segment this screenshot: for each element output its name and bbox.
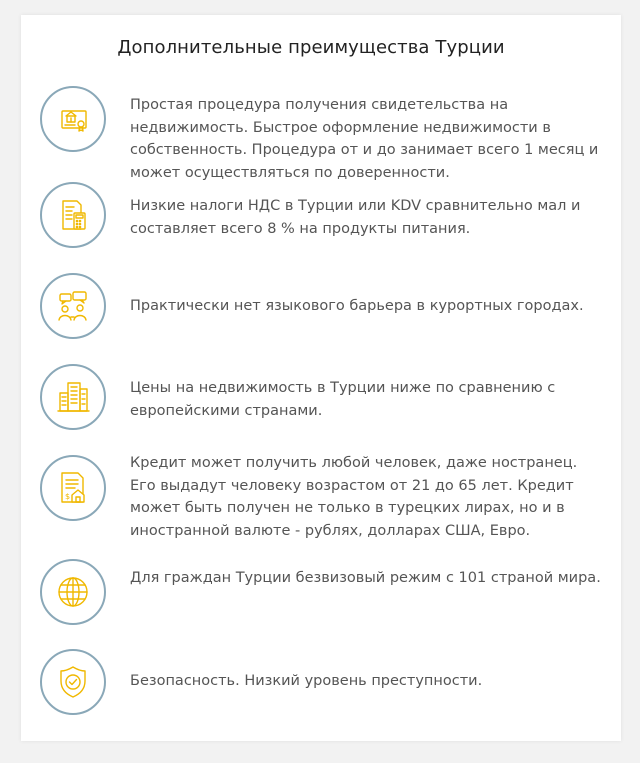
buildings-icon: [53, 377, 93, 417]
loan-document-house-icon: [53, 468, 93, 508]
conversation-people-icon: [53, 286, 93, 326]
icon-circle: [40, 649, 106, 715]
icon-circle: [40, 455, 106, 521]
globe-icon: [53, 572, 93, 612]
section-title: Дополнительные преимущества Турции: [117, 37, 505, 58]
icon-circle: [40, 273, 106, 339]
svg-text:$: $: [65, 492, 71, 501]
item-text: Практически нет языкового барьера в курортных городах.: [130, 298, 584, 314]
item-text: Простая процедура получения свидетельства на недвижимость. Быстрое оформление недвижимости в собственность. Процедура от и до занимает всего 1 месяц и может осуществляться по доверенности.: [130, 97, 599, 181]
item-text: Низкие налоги НДС в Турции или KDV сравнительно мал и составляет всего 8 % на продукты питания.: [130, 198, 581, 237]
item-text: Цены на недвижимость в Турции ниже по сравнению с европейскими странами.: [130, 380, 556, 419]
house-certificate-icon: [53, 99, 93, 139]
item-text: Для граждан Турции безвизовый режим с 101 страной мира.: [130, 570, 601, 586]
tax-calculator-icon: [53, 195, 93, 235]
icon-circle: [40, 559, 106, 625]
advantages-card: [21, 15, 621, 741]
item-text: Безопасность. Низкий уровень преступности.: [130, 673, 483, 689]
icon-circle: [40, 86, 106, 152]
icon-circle: [40, 182, 106, 248]
item-text: Кредит может получить любой человек, даже нострaнец. Его выдадут человеку возрастом от 21 до 65 лет. Кредит может быть получен не только в турецких лирах, но и в иностранной валюте - рублях, долларах США, Евро.: [130, 455, 578, 539]
shield-check-icon: [53, 662, 93, 702]
icon-circle: [40, 364, 106, 430]
